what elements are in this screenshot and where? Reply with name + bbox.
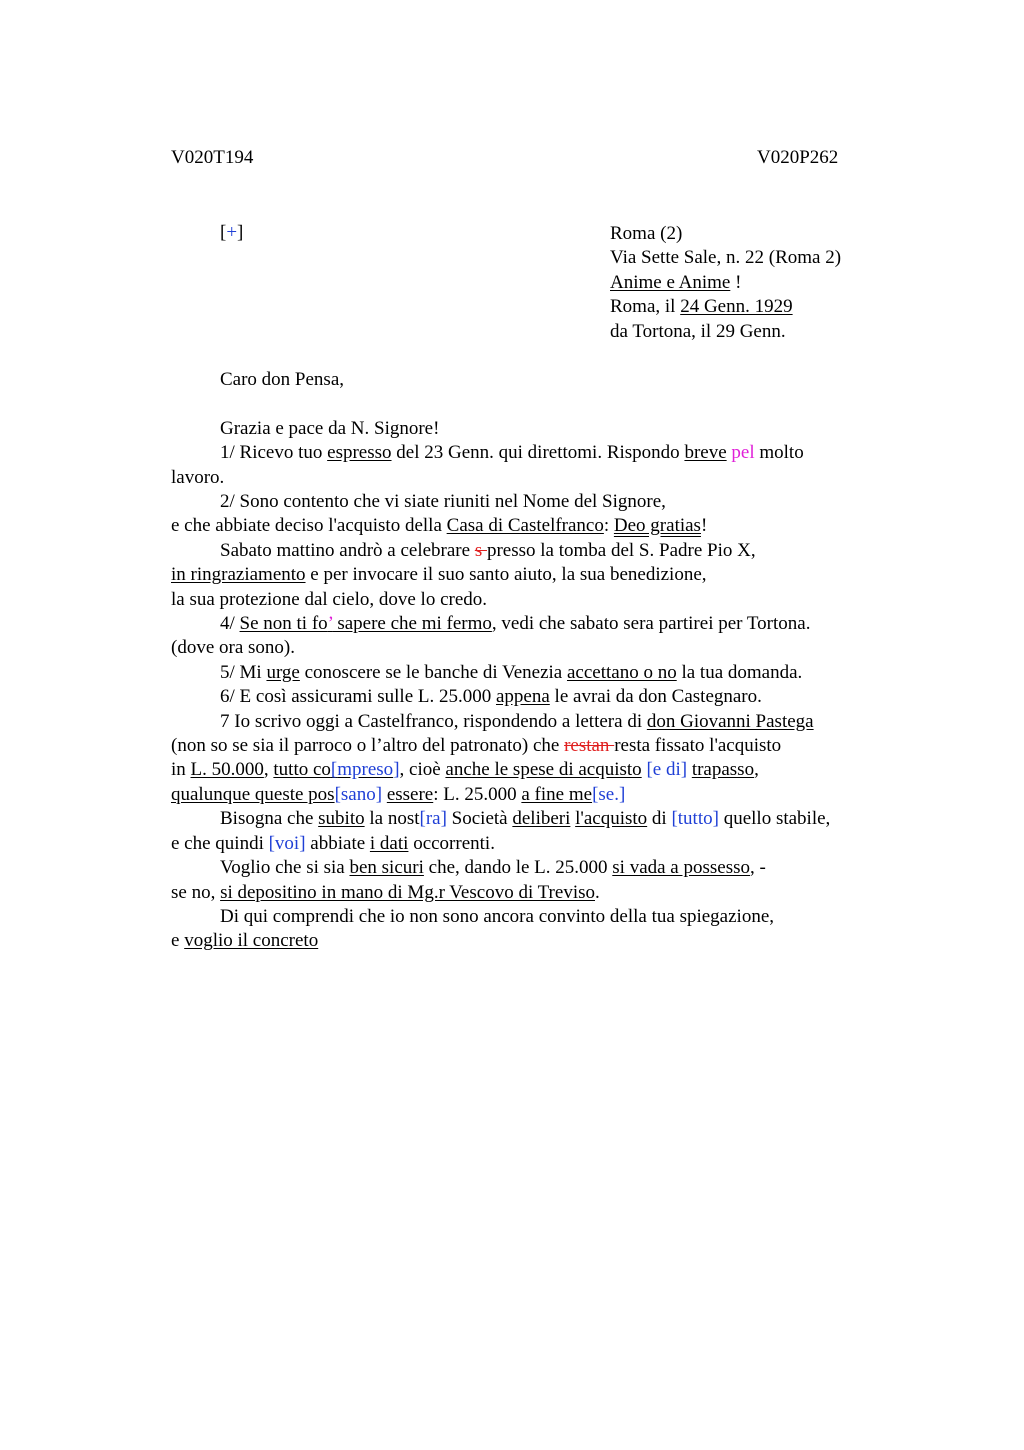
paragraph-7-line-1: 7 Io scrivo oggi a Castelfranco, rispondendo a lettera di don Giovanni Pastega: [220, 710, 814, 732]
paragraph-10-line-2: e voglio il concreto: [171, 930, 319, 952]
paragraph-2-line-1: 2/ Sono contento che vi siate riuniti nel Nome del Signore,: [220, 491, 666, 513]
letter-date: 24 Genn. 1929: [680, 296, 793, 318]
plus-symbol: +: [226, 222, 238, 243]
address-block: [610, 222, 841, 344]
paragraph-1-line-1: 1/ Ricevo tuo espresso del 23 Genn. qui direttomi. Rispondo breve pel molto: [220, 442, 804, 464]
spacer: [171, 392, 891, 416]
paragraph-2-line-2: e che abbiate deciso l'acquisto della Casa di Castelfranco: Deo gratias!: [171, 515, 708, 537]
paragraph-7-line-3: in L. 50.000, tutto co[mpreso], cioè anche le spese di acquisto [e di] trapasso,: [171, 759, 759, 781]
date-line: Roma, il 24 Genn. 1929: [610, 296, 793, 318]
document-code-left: V020T194: [171, 147, 254, 168]
paragraph-3-line-1: Sabato mattino andrò a celebrare s presso la tomba del S. Padre Pio X,: [220, 539, 756, 561]
letter-body: [171, 368, 891, 954]
paragraph-3-line-2: in ringraziamento e per invocare il suo santo aiuto, la sua benedizione,: [171, 564, 707, 586]
address-line-2: Via Sette Sale, n. 22 (Roma 2): [610, 247, 842, 269]
address-line-1: Roma (2): [610, 223, 683, 244]
motto-line: Anime e Anime !: [610, 271, 742, 293]
paragraph-7-line-4: qualunque queste pos[sano] essere: L. 25.000 a fine me[se.]: [171, 783, 626, 805]
paragraph-6: 6/ E così assicurami sulle L. 25.000 appena le avrai da don Castegnaro.: [220, 686, 762, 708]
paragraph-10-line-1: Di qui comprendi che io non sono ancora convinto della tua spiegazione,: [220, 905, 775, 927]
paragraph-9-line-2: se no, si depositino in mano di Mg.r Vescovo di Treviso.: [171, 881, 600, 903]
paragraph-8-line-2: e che quindi [voi] abbiate i dati occorrenti.: [171, 832, 495, 854]
paragraph-8-line-1: Bisogna che subito la nost[ra] Società deliberi l'acquisto di [tutto] quello stabile,: [220, 808, 831, 830]
paragraph-4-line-1: 4/ Se non ti fo’ sapere che mi fermo, vedi che sabato sera partirei per Tortona.: [220, 613, 811, 635]
paragraph-1-line-2: lavoro.: [171, 466, 225, 488]
motto: Anime e Anime: [610, 271, 731, 293]
plus-mark: [+]: [220, 222, 244, 243]
editorial-insertion: pel: [731, 442, 755, 464]
paragraph-5: 5/ Mi urge conoscere se le banche di Venezia accettano o no la tua domanda.: [220, 661, 803, 683]
deleted-text: s: [474, 539, 487, 561]
paragraph-4-line-2: (dove ora sono).: [171, 637, 295, 659]
greeting: Grazia e pace da N. Signore!: [220, 417, 440, 439]
address-line-5: da Tortona, il 29 Genn.: [610, 320, 786, 342]
paragraph-7-line-2: (non so se sia il parroco o l’altro del patronato) che restan resta fissato l'acquisto: [171, 735, 782, 757]
salutation: Caro don Pensa,: [220, 369, 345, 390]
document-code-right: V020P262: [757, 147, 839, 168]
deleted-text: restan: [564, 735, 615, 757]
paragraph-9-line-1: Voglio che si sia ben sicuri che, dando le L. 25.000 si vada a possesso, -: [220, 857, 766, 879]
paragraph-3-line-3: la sua protezione dal cielo, dove lo credo.: [171, 588, 488, 610]
